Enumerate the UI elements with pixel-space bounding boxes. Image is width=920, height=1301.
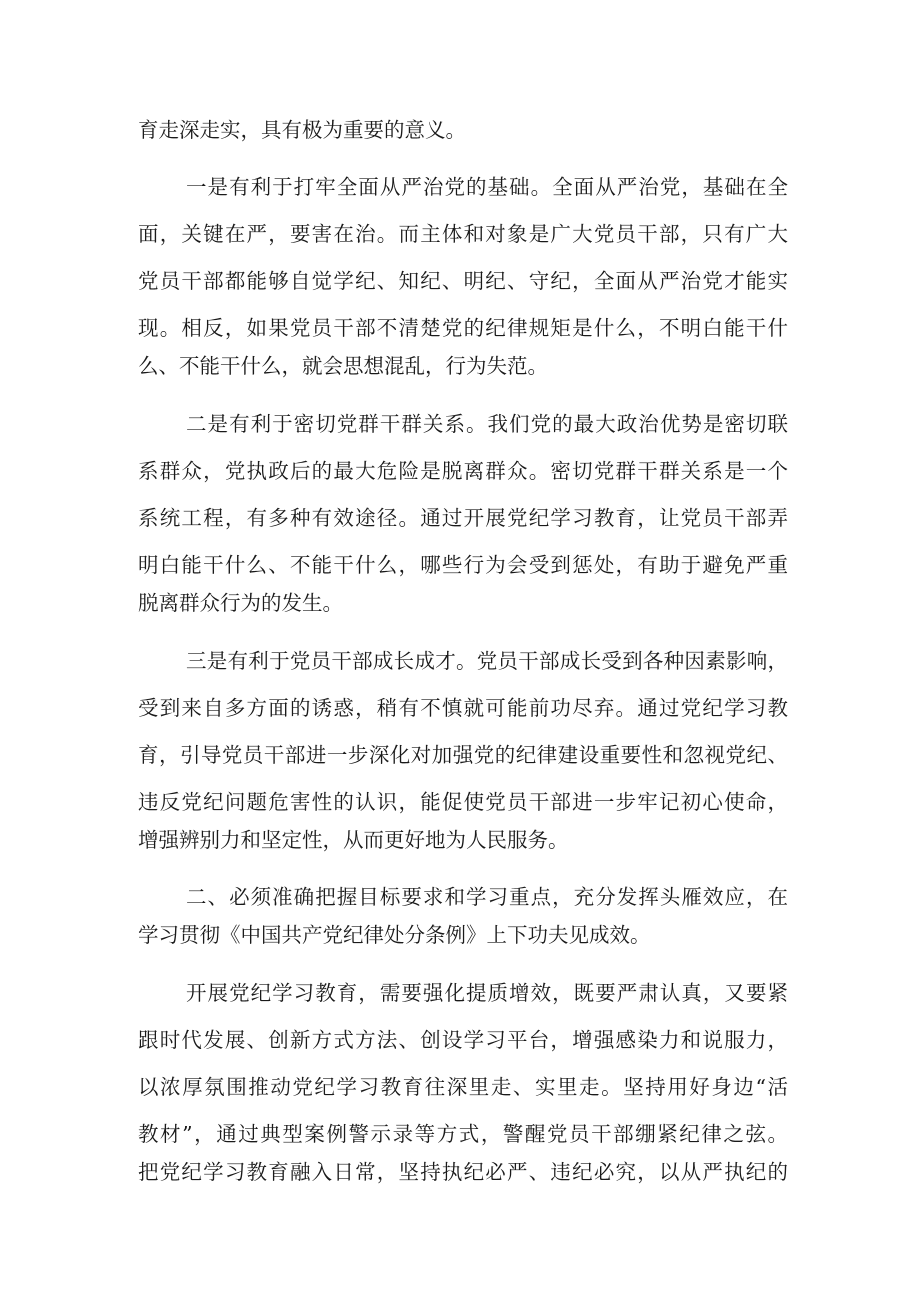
text-line: 增强辨别力和坚定性，从而更好地为人民服务。 [138, 828, 569, 852]
text-line: 跟时代发展、创新方式方法、创设学习平台，增强感染力和说服力， [138, 1028, 788, 1052]
text-line: 脱离群众行为的发生。 [138, 591, 343, 615]
text-line: 育走深走实，具有极为重要的意义。 [138, 118, 466, 142]
text-line: 系群众，党执政后的最大危险是脱离群众。密切党群干群关系是一个 [138, 459, 788, 483]
text-line: 一是有利于打牢全面从严治党的基础。全面从严治党，基础在全 [186, 175, 788, 199]
text-line: 受到来自多方面的诱惑，稍有不慎就可能前功尽弃。通过党纪学习教 [138, 696, 788, 720]
text-line: 三是有利于党员干部成长成才。党员干部成长受到各种因素影响， [186, 649, 788, 673]
text-line: 二、必须准确把握目标要求和学习重点，充分发挥头雁效应，在 [186, 885, 788, 909]
text-line: 违反党纪问题危害性的认识，能促使党员干部进一步牢记初心使命， [138, 790, 788, 814]
text-line: 么、不能干什么，就会思想混乱，行为失范。 [138, 354, 548, 378]
text-line: 二是有利于密切党群干群关系。我们党的最大政治优势是密切联 [186, 412, 788, 436]
text-line: 育，引导党员干部进一步深化对加强党的纪律建设重要性和忽视党纪、 [138, 743, 788, 767]
text-line: 以浓厚氛围推动党纪学习教育往深里走、实里走。坚持用好身边“活 [138, 1075, 788, 1099]
text-line: 系统工程，有多种有效途径。通过开展党纪学习教育，让党员干部弄 [138, 506, 788, 530]
text-line: 党员干部都能够自觉学纪、知纪、明纪、守纪，全面从严治党才能实 [138, 269, 788, 293]
text-line: 面，关键在严，要害在治。而主体和对象是广大党员干部，只有广大 [138, 222, 788, 246]
text-line: 把党纪学习教育融入日常，坚持执纪必严、违纪必究，以从严执纪的 [138, 1160, 788, 1184]
text-line: 开展党纪学习教育，需要强化提质增效，既要严肃认真，又要紧 [186, 981, 788, 1005]
text-line: 现。相反，如果党员干部不清楚党的纪律规矩是什么，不明白能干什 [138, 316, 788, 340]
text-line: 明白能干什么、不能干什么，哪些行为会受到惩处，有助于避免严重 [138, 553, 788, 577]
text-line: 学习贯彻《中国共产党纪律处分条例》上下功夫见成效。 [138, 923, 651, 947]
text-line: 教材”，通过典型案例警示录等方式，警醒党员干部绷紧纪律之弦。 [138, 1122, 788, 1146]
